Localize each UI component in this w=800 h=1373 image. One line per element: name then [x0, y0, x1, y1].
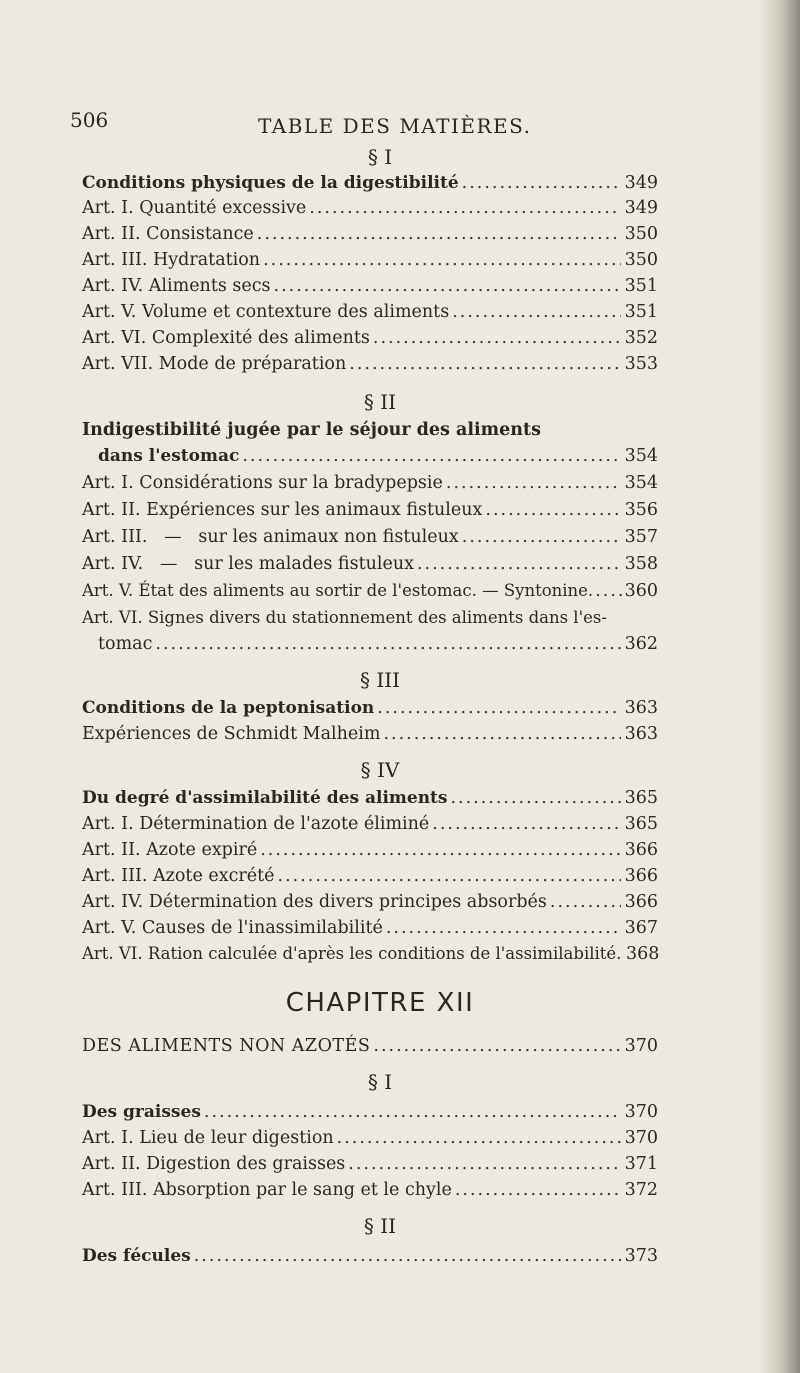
- page-ref: 365: [624, 788, 658, 808]
- toc-entry: [82, 724, 658, 748]
- section-heading: [98, 446, 658, 470]
- leader-dots: [260, 840, 621, 860]
- toc-entry: [98, 634, 658, 658]
- section-heading: [82, 788, 658, 812]
- leader-dots: [377, 698, 621, 718]
- toc-entry: [82, 354, 658, 378]
- page-ref: 362: [624, 634, 658, 654]
- toc-entry: [82, 198, 658, 222]
- page-ref: 370: [624, 1036, 658, 1056]
- entry-label: Art. I. Quantité excessive: [82, 198, 307, 218]
- entry-label: Art. IV. Détermination des divers principes absorbés: [82, 892, 547, 912]
- entry-label: Art. III. Hydratation: [82, 250, 261, 270]
- leader-dots: [386, 918, 621, 938]
- leader-dots: [446, 473, 621, 493]
- entry-label: Art. V. État des aliments au sortir de l'estomac. — Syntonine.: [82, 581, 594, 600]
- toc-entry: [82, 527, 658, 551]
- leader-dots: [462, 173, 621, 193]
- leader-dots: [278, 866, 621, 886]
- page-ref: 357: [624, 527, 658, 547]
- page-ref: 349: [624, 198, 658, 218]
- heading-text: Conditions de la peptonisation: [82, 698, 375, 718]
- page-ref: 352: [624, 328, 658, 348]
- section-heading: [82, 698, 658, 722]
- toc-entry: [82, 224, 658, 248]
- page-ref: 360: [624, 581, 658, 601]
- entry-label: Art. II. Azote expiré: [82, 840, 258, 860]
- leader-dots: [155, 634, 621, 654]
- leader-dots: [462, 527, 621, 547]
- entry-label: Art. IV. Aliments secs: [82, 276, 271, 296]
- entry-label: tomac: [98, 634, 153, 654]
- entry-label: Art. IV. — sur les malades fistuleux: [82, 554, 414, 574]
- entry-label: Art. III. Absorption par le sang et le chyle: [82, 1180, 452, 1200]
- leader-dots: [452, 302, 621, 322]
- toc-entry: [82, 328, 658, 352]
- entry-label: Art. I. Détermination de l'azote éliminé: [82, 814, 430, 834]
- page-ref: 354: [624, 446, 658, 466]
- heading-text: Conditions physiques de la digestibilité: [82, 173, 459, 193]
- chapter-subtitle: [82, 1036, 658, 1060]
- page-ref: 366: [624, 840, 658, 860]
- section-mark: § II: [363, 1214, 397, 1238]
- leader-dots: [348, 1154, 621, 1174]
- toc-entry-line: Art. VI. Signes divers du stationnement des aliments dans l'es-: [82, 608, 607, 627]
- section-heading: [82, 1102, 658, 1126]
- leader-dots: [455, 1180, 621, 1200]
- section-mark: § III: [359, 668, 401, 692]
- page-ref: 368: [626, 944, 660, 964]
- toc-entry: [82, 944, 658, 968]
- section-mark: § I: [367, 145, 393, 169]
- section-heading-line: Indigestibilité jugée par le séjour des aliments: [82, 420, 541, 440]
- page-ref: 373: [624, 1246, 658, 1266]
- toc-entry: [82, 814, 658, 838]
- leader-dots: [450, 788, 621, 808]
- page-edge-shadow: [760, 0, 800, 1373]
- chapter-title: CHAPITRE XII: [285, 988, 475, 1018]
- page-ref: 351: [624, 276, 658, 296]
- subtitle-text: DES ALIMENTS NON AZOTÉS: [82, 1036, 371, 1056]
- page-ref: 370: [624, 1102, 658, 1122]
- leader-dots: [417, 554, 621, 574]
- page-ref: 350: [624, 250, 658, 270]
- page-ref: 353: [624, 354, 658, 374]
- page-ref: 370: [624, 1128, 658, 1148]
- page-ref: 349: [624, 173, 658, 193]
- page-number: 506: [70, 108, 109, 132]
- toc-entry: [82, 473, 658, 497]
- leader-dots: [204, 1102, 621, 1122]
- heading-text: Du degré d'assimilabilité des aliments: [82, 788, 448, 808]
- page-ref: 363: [624, 724, 658, 744]
- toc-entry: [82, 250, 658, 274]
- page-ref: 367: [624, 918, 658, 938]
- page-ref: 350: [624, 224, 658, 244]
- toc-entry: [82, 892, 658, 916]
- page-ref: 372: [624, 1180, 658, 1200]
- heading-text: Des fécules: [82, 1246, 191, 1266]
- leader-dots: [257, 224, 621, 244]
- leader-dots: [337, 1128, 621, 1148]
- leader-dots: [349, 354, 621, 374]
- leader-dots: [383, 724, 621, 744]
- page-ref: 354: [624, 473, 658, 493]
- page-ref: 363: [624, 698, 658, 718]
- entry-label: Expériences de Schmidt Malheim: [82, 724, 381, 744]
- toc-entry: [82, 500, 658, 524]
- toc-entry: [82, 866, 658, 890]
- page-ref: 351: [624, 302, 658, 322]
- page-ref: 371: [624, 1154, 658, 1174]
- entry-label: Art. III. Azote excrété: [82, 866, 275, 886]
- entry-label: Art. VII. Mode de préparation: [82, 354, 347, 374]
- entry-label: Art. I. Lieu de leur digestion: [82, 1128, 334, 1148]
- section-mark: § I: [367, 1070, 393, 1094]
- leader-dots: [373, 1036, 621, 1056]
- entry-label: Art. II. Consistance: [82, 224, 254, 244]
- leader-dots: [373, 328, 621, 348]
- page-ref: 356: [624, 500, 658, 520]
- leader-dots: [485, 500, 621, 520]
- toc-entry: [82, 554, 658, 578]
- entry-label: Art. II. Digestion des graisses: [82, 1154, 346, 1174]
- toc-entry: [82, 302, 658, 326]
- toc-entry: [82, 581, 658, 605]
- leader-dots: [432, 814, 621, 834]
- leader-dots: [263, 250, 621, 270]
- entry-label: Art. III. — sur les animaux non fistuleux: [82, 527, 459, 547]
- page-ref: 365: [624, 814, 658, 834]
- heading-text: Des graisses: [82, 1102, 201, 1122]
- heading-text: dans l'estomac: [98, 446, 240, 466]
- leader-dots: [194, 1246, 621, 1266]
- leader-dots: [242, 446, 621, 466]
- entry-label: Art. V. Volume et contexture des aliments: [82, 302, 450, 322]
- toc-entry: [82, 918, 658, 942]
- toc-entry: [82, 1180, 658, 1204]
- page-ref: 358: [624, 554, 658, 574]
- leader-dots: [550, 892, 621, 912]
- leader-dots: [309, 198, 621, 218]
- leader-dots: [595, 581, 622, 601]
- entry-label: Art. V. Causes de l'inassimilabilité: [82, 918, 383, 938]
- section-mark: § IV: [360, 758, 400, 782]
- leader-dots: [274, 276, 621, 296]
- page-ref: 366: [624, 892, 658, 912]
- toc-entry: [82, 276, 658, 300]
- page-ref: 366: [624, 866, 658, 886]
- entry-label: Art. II. Expériences sur les animaux fistuleux: [82, 500, 483, 520]
- toc-entry: [82, 1154, 658, 1178]
- section-heading: [82, 1246, 658, 1270]
- section-heading: [82, 173, 658, 197]
- entry-label: Art. VI. Ration calculée d'après les conditions de l'assimilabilité.: [82, 944, 622, 963]
- entry-label: Art. I. Considérations sur la bradypepsie: [82, 473, 443, 493]
- entry-label: Art. VI. Complexité des aliments: [82, 328, 370, 348]
- toc-entry: [82, 1128, 658, 1152]
- section-mark: § II: [363, 390, 397, 414]
- running-title: TABLE DES MATIÈRES.: [258, 114, 532, 138]
- toc-entry: [82, 840, 658, 864]
